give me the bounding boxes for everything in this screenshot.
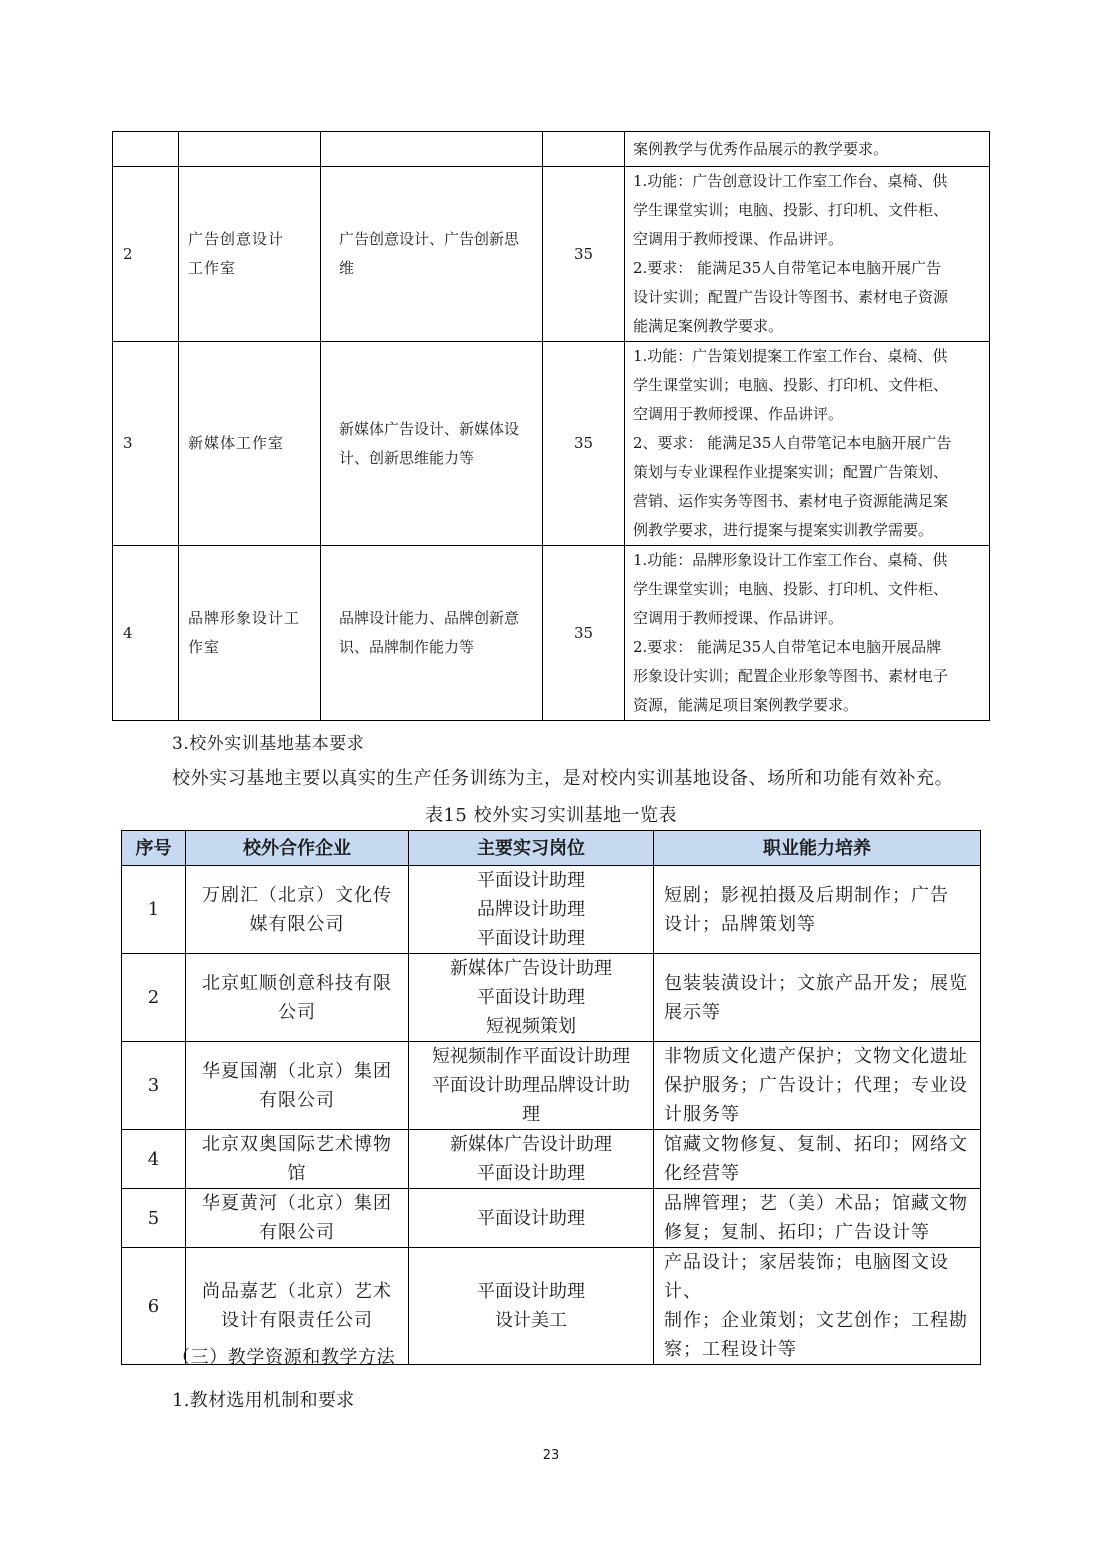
skill-line: 化经营等 xyxy=(664,1163,740,1184)
room-course-cell xyxy=(321,167,543,342)
room-capacity-cell: 35 xyxy=(543,546,625,721)
skill-line: 保护服务；广告设计；代理；专业设 xyxy=(664,1075,968,1096)
company-line: 馆 xyxy=(287,1163,307,1184)
company-line: 北京双奥国际艺术博物 xyxy=(202,1134,392,1155)
skill-line: 展示等 xyxy=(664,1001,721,1023)
requirement-line: 空调用于教师授课、作品讲评。 xyxy=(633,405,844,423)
position-cell xyxy=(409,866,654,954)
section-paragraph: 校外实习基地主要以真实的生产任务训练为主，是对校内实训基地设备、场所和功能有效补充。 xyxy=(172,768,954,789)
requirement-line: 空调用于教师授课、作品讲评。 xyxy=(633,230,844,248)
position-cell xyxy=(409,1248,654,1365)
skill-line: 察；工程设计等 xyxy=(664,1339,797,1360)
company-line: 设计有限责任公司 xyxy=(221,1310,373,1331)
column-header-skill: 职业能力培养 xyxy=(654,831,981,866)
position-line: 短视频策划 xyxy=(486,1016,576,1037)
skill-cell xyxy=(654,866,981,954)
requirement-line: 学生课堂实训；电脑、投影、打印机、文件柜、 xyxy=(633,201,949,219)
room-requirement-cell xyxy=(625,546,990,721)
room-name-line: 广告创意设计 xyxy=(188,230,285,248)
skill-cell xyxy=(654,1042,981,1130)
skill-cell xyxy=(654,1248,981,1365)
room-name-cell xyxy=(179,342,321,546)
subsection-heading: （三）教学资源和教学方法 xyxy=(172,1347,396,1368)
page-number: 23 xyxy=(542,1448,560,1463)
position-line: 平面设计助理 xyxy=(477,987,585,1008)
company-line: 有限公司 xyxy=(259,1222,335,1243)
skill-line: 制作；企业策划；文艺创作；工程勘 xyxy=(664,1310,968,1331)
requirement-line: 2、要求： 能满足35人自带笔记本电脑开展广告 xyxy=(633,434,952,452)
room-name-cell xyxy=(179,132,321,167)
room-requirement-cell xyxy=(625,132,990,167)
position-line: 平面设计助理品牌设计助 xyxy=(432,1075,630,1096)
skill-line: 计服务等 xyxy=(664,1104,740,1125)
table-row xyxy=(113,132,990,167)
room-name-cell xyxy=(179,546,321,721)
skill-cell xyxy=(654,1189,981,1248)
position-line: 短视频制作平面设计助理 xyxy=(432,1046,630,1067)
room-requirement-cell xyxy=(625,167,990,342)
practice-bases-body xyxy=(122,866,981,1365)
room-name-line: 品牌形象设计工 xyxy=(188,609,301,627)
company-line: 有限公司 xyxy=(259,1089,335,1111)
base-no-cell: 5 xyxy=(122,1189,186,1248)
room-course-line: 新媒体广告设计、新媒体设 xyxy=(339,419,520,438)
requirement-line: 策划与专业课程作业提案实训；配置广告策划、 xyxy=(633,463,949,481)
training-rooms-table xyxy=(112,131,990,721)
position-line: 设计美工 xyxy=(495,1310,567,1331)
training-rooms-body xyxy=(113,132,990,721)
table-row xyxy=(122,1042,981,1130)
requirement-line: 空调用于教师授课、作品讲评。 xyxy=(633,609,844,627)
room-course-cell xyxy=(321,342,543,546)
room-course-line: 维 xyxy=(339,259,355,277)
room-capacity-cell xyxy=(543,132,625,167)
position-cell xyxy=(409,1042,654,1130)
company-cell xyxy=(186,1130,409,1189)
table-row xyxy=(113,342,990,546)
table-row xyxy=(122,866,981,954)
position-line: 平面设计助理 xyxy=(477,870,585,891)
requirement-line: 设计实训；配置广告设计等图书、素材电子资源 xyxy=(633,288,949,306)
table-row xyxy=(122,954,981,1042)
skill-line: 产品设计；家居装饰；电脑图文设计、 xyxy=(664,1252,949,1302)
room-course-cell xyxy=(321,132,543,167)
room-course-line: 品牌设计能力、品牌创新意 xyxy=(339,609,520,627)
skill-line: 包装装潢设计；文旅产品开发；展览 xyxy=(664,972,968,994)
room-name-line: 作室 xyxy=(188,638,221,656)
position-cell xyxy=(409,1189,654,1248)
requirement-line: 2.要求： 能满足35人自带笔记本电脑开展广告 xyxy=(633,259,942,277)
company-line: 华夏国潮（北京）集团 xyxy=(202,1060,392,1082)
room-course-line: 广告创意设计、广告创新思 xyxy=(339,230,520,248)
position-line: 平面设计助理 xyxy=(477,1281,585,1302)
requirement-line: 案例教学与优秀作品展示的教学要求。 xyxy=(633,139,889,158)
requirement-line: 1.功能：品牌形象设计工作室工作台、桌椅、供 xyxy=(633,551,948,569)
requirement-line: 资源，能满足项目案例教学要求。 xyxy=(633,696,859,714)
requirement-line: 1.功能：广告策划提案工作室工作台、桌椅、供 xyxy=(633,347,948,365)
position-line: 品牌设计助理 xyxy=(477,899,585,920)
header-row xyxy=(122,831,981,866)
column-header-company: 校外合作企业 xyxy=(186,831,409,866)
sub-item-heading: 1.教材选用机制和要求 xyxy=(172,1390,355,1411)
room-capacity-cell: 35 xyxy=(543,167,625,342)
room-no-cell: 2 xyxy=(113,167,179,342)
skill-line: 非物质文化遗产保护；文物文化遗址 xyxy=(664,1046,968,1067)
table-row xyxy=(113,546,990,721)
room-no-cell xyxy=(113,132,179,167)
requirement-line: 能满足案例教学要求。 xyxy=(633,317,784,335)
room-name-line: 新媒体工作室 xyxy=(188,434,285,452)
skill-line: 短剧；影视拍摄及后期制作；广告 xyxy=(664,884,949,906)
base-no-cell: 1 xyxy=(122,866,186,954)
position-line: 理 xyxy=(522,1104,540,1125)
skill-line: 修复；复制、拓印；广告设计等 xyxy=(664,1222,930,1243)
requirement-line: 例教学要求，进行提案与提案实训教学需要。 xyxy=(633,521,934,539)
company-line: 华夏黄河（北京）集团 xyxy=(202,1193,392,1214)
requirement-line: 营销、运作实务等图书、素材电子资源能满足案 xyxy=(633,492,949,510)
room-course-line: 识、品牌制作能力等 xyxy=(339,638,475,656)
room-course-line: 计、创新思维能力等 xyxy=(339,448,475,467)
position-line: 平面设计助理 xyxy=(477,928,585,949)
requirement-line: 学生课堂实训；电脑、投影、打印机、文件柜、 xyxy=(633,580,949,598)
base-no-cell: 4 xyxy=(122,1130,186,1189)
company-line: 尚品嘉艺（北京）艺术 xyxy=(202,1281,392,1302)
position-line: 平面设计助理 xyxy=(477,1207,585,1229)
table-row xyxy=(122,1189,981,1248)
position-cell xyxy=(409,954,654,1042)
section-heading: 3.校外实训基地基本要求 xyxy=(172,734,365,754)
company-line: 北京虹顺创意科技有限 xyxy=(202,972,392,994)
requirement-line: 1.功能：广告创意设计工作室工作台、桌椅、供 xyxy=(633,172,948,190)
room-no-cell: 3 xyxy=(113,342,179,546)
requirement-line: 学生课堂实训；电脑、投影、打印机、文件柜、 xyxy=(633,376,949,394)
skill-line: 设计；品牌策划等 xyxy=(664,913,816,935)
skill-line: 馆藏文物修复、复制、拓印；网络文 xyxy=(664,1134,968,1155)
requirement-line: 2.要求： 能满足35人自带笔记本电脑开展品牌 xyxy=(633,638,942,656)
room-requirement-cell xyxy=(625,342,990,546)
column-header-position: 主要实习岗位 xyxy=(409,831,654,866)
table-row xyxy=(113,167,990,342)
base-no-cell: 2 xyxy=(122,954,186,1042)
base-no-cell: 6 xyxy=(122,1248,186,1365)
table-row xyxy=(122,1130,981,1189)
room-no-cell: 4 xyxy=(113,546,179,721)
room-name-cell xyxy=(179,167,321,342)
practice-bases-table xyxy=(121,830,981,1365)
column-header-no: 序号 xyxy=(122,831,186,866)
company-cell xyxy=(186,1189,409,1248)
table-caption: 表15 校外实习实训基地一览表 xyxy=(424,805,678,826)
skill-cell xyxy=(654,1130,981,1189)
skill-line: 品牌管理；艺（美）术品；馆藏文物 xyxy=(664,1193,968,1214)
base-no-cell: 3 xyxy=(122,1042,186,1130)
company-cell xyxy=(186,1042,409,1130)
room-capacity-cell: 35 xyxy=(543,342,625,546)
table-header xyxy=(122,831,981,866)
company-line: 公司 xyxy=(278,1001,316,1023)
company-cell xyxy=(186,866,409,954)
requirement-line: 形象设计实训；配置企业形象等图书、素材电子 xyxy=(633,667,949,685)
position-line: 平面设计助理 xyxy=(477,1163,585,1184)
position-line: 新媒体广告设计助理 xyxy=(450,1134,612,1155)
company-line: 媒有限公司 xyxy=(249,913,345,935)
position-line: 新媒体广告设计助理 xyxy=(450,958,612,979)
room-course-cell xyxy=(321,546,543,721)
company-line: 万剧汇（北京）文化传 xyxy=(202,884,392,906)
company-cell xyxy=(186,954,409,1042)
position-cell xyxy=(409,1130,654,1189)
skill-cell xyxy=(654,954,981,1042)
room-name-line: 工作室 xyxy=(188,259,237,277)
